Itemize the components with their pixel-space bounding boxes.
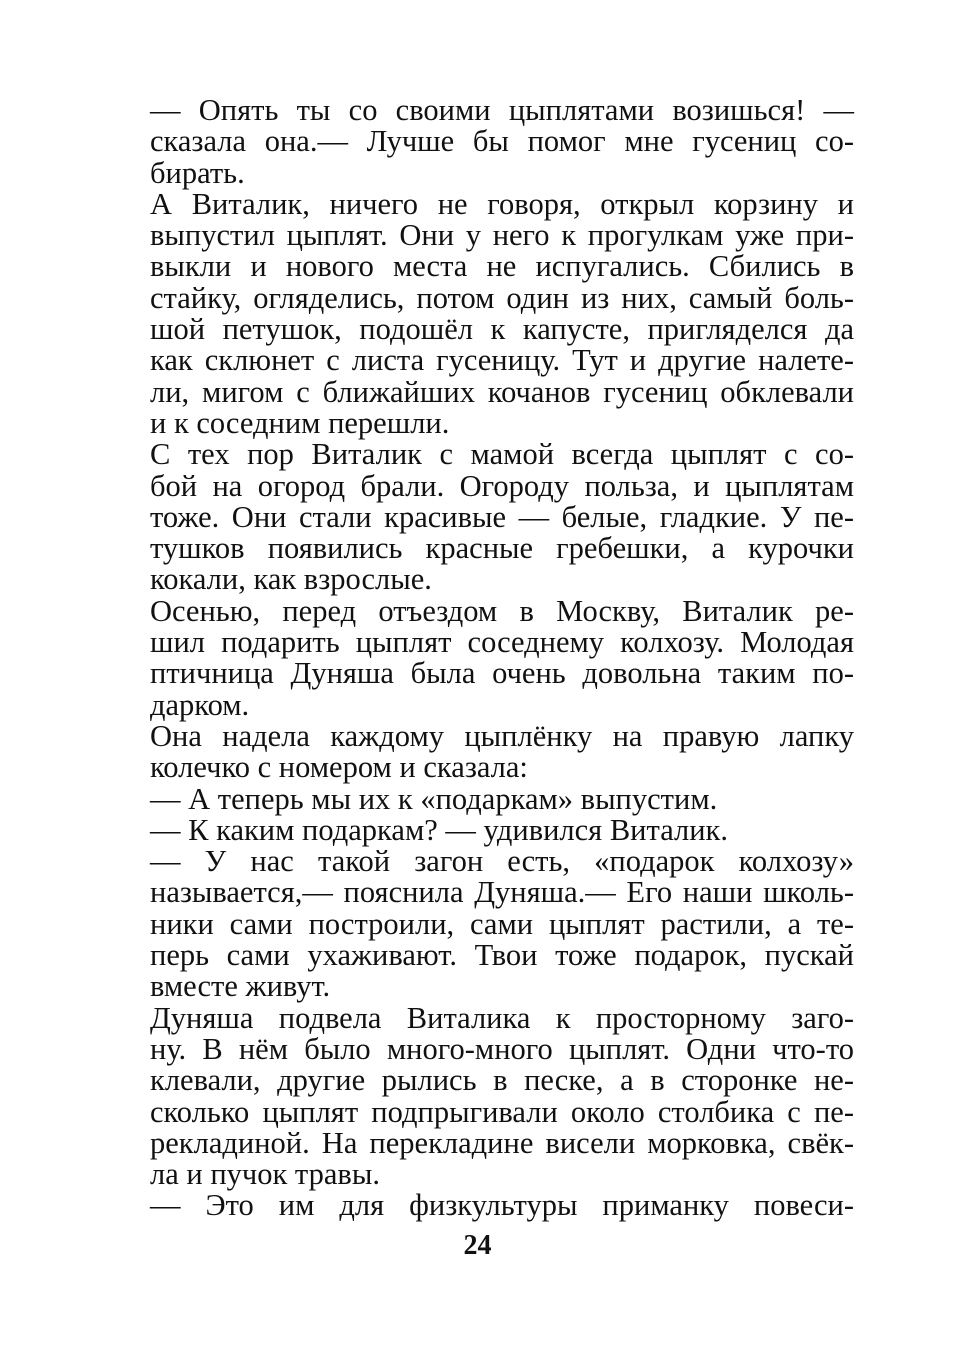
text-line: дарком. <box>150 687 250 722</box>
text-line: называется,— пояснила Дуняша.— Его наши школь- <box>150 875 854 910</box>
paragraph <box>102 186 854 440</box>
paragraph <box>102 846 854 1002</box>
text-line: А Виталик, ничего не говоря, открыл корзину и <box>150 186 854 221</box>
text-line: и к соседним перешли. <box>150 405 450 440</box>
text-line: стайку, огляделись, потом один из них, самый боль- <box>150 280 854 315</box>
text-line: Она надела каждому цыплёнку на правую лапку <box>150 718 854 753</box>
text-line: сколько цыплят подпрыгивали около столбика с пе- <box>150 1094 854 1129</box>
paragraph <box>102 1190 854 1221</box>
paragraph <box>102 718 854 785</box>
text-line: сказала она.— Лучше бы помог мне гусениц со- <box>150 124 854 159</box>
text-line: Осенью, перед отъездом в Москву, Виталик ре- <box>150 593 854 628</box>
text-line: — К каким подаркам? — удивился Виталик. <box>150 812 728 847</box>
text-line: бой на огород брали. Огороду польза, и цыплятам <box>150 468 854 503</box>
text-line: колечко с номером и сказала: <box>150 750 528 785</box>
text-line: — У нас такой загон есть, «подарок колхозу» <box>150 844 854 879</box>
text-line: рекладиной. На перекладине висели морковка, свёк- <box>150 1125 854 1160</box>
text-line: птичница Дуняша была очень довольна таким по- <box>150 656 854 691</box>
text-line: ли, мигом с ближайших кочанов гусениц обклевали <box>150 374 854 409</box>
paragraph <box>102 439 854 595</box>
paragraph <box>102 593 854 722</box>
body-text <box>102 95 854 1222</box>
text-line: выкли и нового места не испугались. Сбились в <box>150 249 854 284</box>
text-line: шой петушок, подошёл к капусте, пригляделся да <box>150 312 854 347</box>
paragraph <box>102 95 854 189</box>
text-line: ники сами построили, сами цыплят растили, а те- <box>150 906 854 941</box>
text-line: Дуняша подвела Виталика к просторному заго- <box>150 1000 854 1035</box>
text-line: — А теперь мы их к «подаркам» выпустим. <box>150 781 718 816</box>
dialogue-line <box>102 812 854 847</box>
text-line: бирать. <box>150 155 245 190</box>
paragraph <box>102 1000 854 1192</box>
text-line: перь сами ухаживают. Твои тоже подарок, пускай <box>150 938 854 973</box>
text-line: тушков появились красные гребешки, а курочки <box>150 531 854 566</box>
text-line: — Это им для физкультуры приманку повеси- <box>150 1188 854 1223</box>
text-line: вместе живут. <box>150 969 331 1004</box>
text-line: шил подарить цыплят соседнему колхозу. Молодая <box>150 625 854 660</box>
dialogue-line <box>102 781 854 816</box>
text-line: — Опять ты со своими цыплятами возишься! — <box>150 93 854 127</box>
text-line: выпустил цыплят. Они у него к прогулкам уже при- <box>150 218 854 253</box>
text-line: С тех пор Виталик с мамой всегда цыплят с со- <box>150 437 854 472</box>
text-line: тоже. Они стали красивые — белые, гладкие. У пе- <box>150 499 854 534</box>
page-number: 24 <box>463 1230 492 1261</box>
text-line: клевали, другие рылись в песке, а в сторонке не- <box>150 1063 854 1098</box>
text-line: как склюнет с листа гусеницу. Тут и другие налете- <box>150 343 854 378</box>
text-line: ла и пучок травы. <box>150 1157 380 1192</box>
text-line: кокали, как взрослые. <box>150 562 432 597</box>
text-line: ну. В нём было много-много цыплят. Одни что-то <box>150 1031 854 1066</box>
